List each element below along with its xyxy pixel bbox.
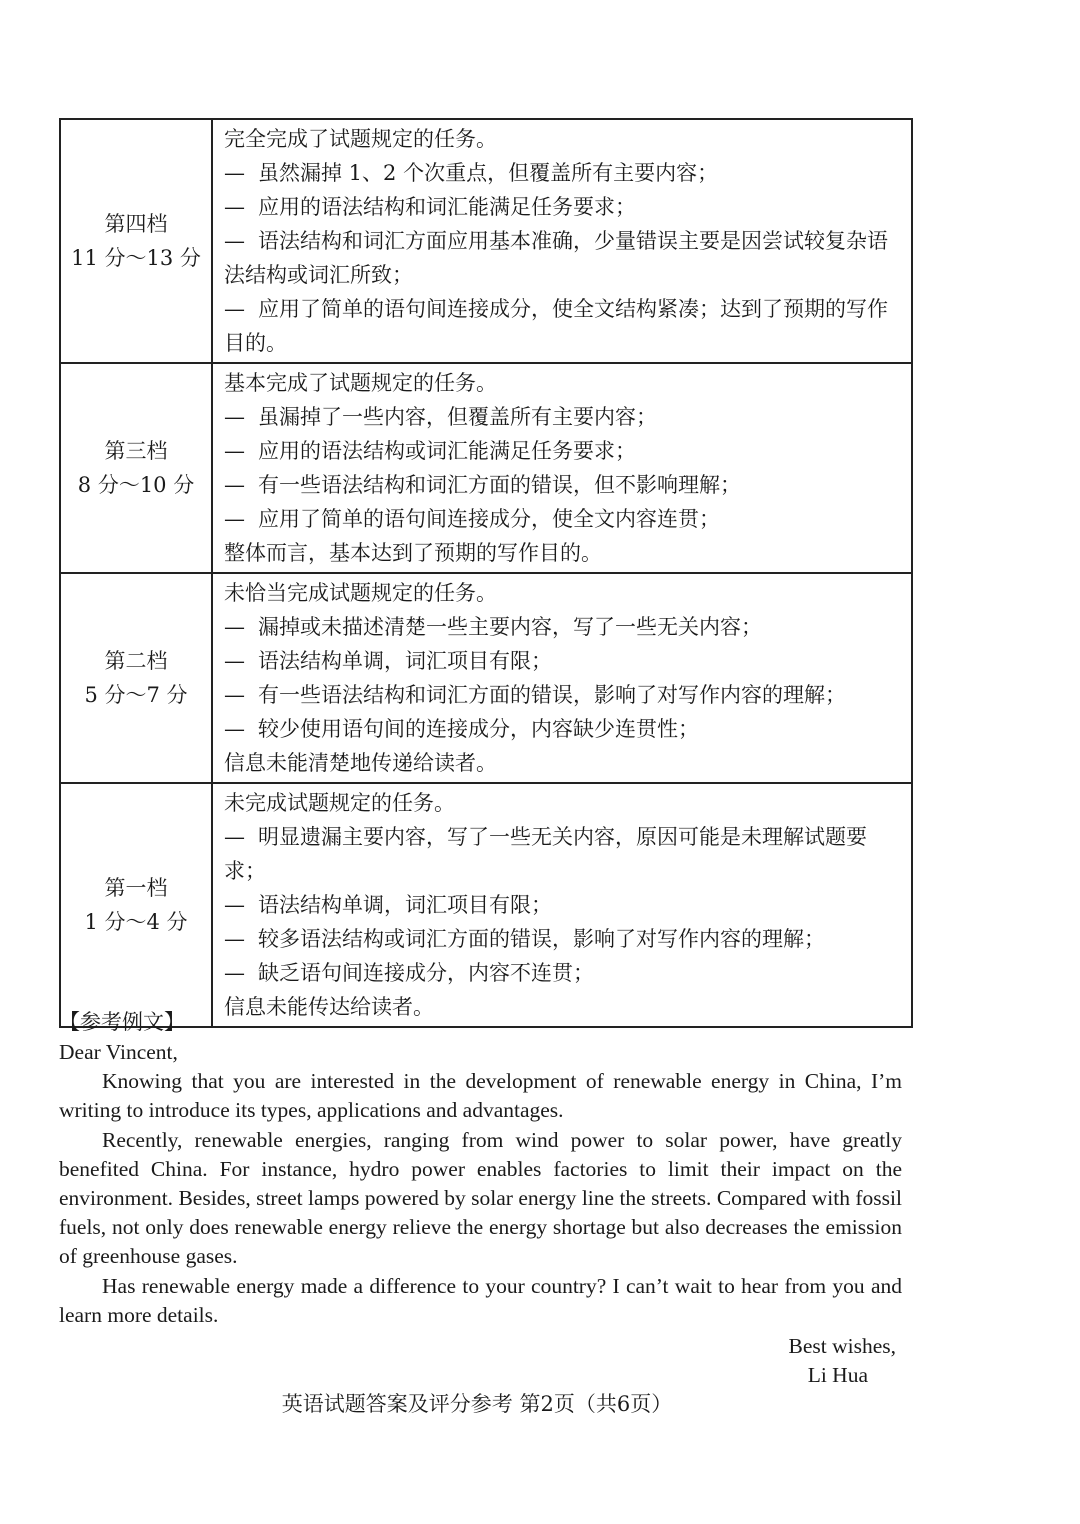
criterion-item	[224, 156, 901, 190]
letter-paragraph: Knowing that you are interested in the development of renewable energy in China, I’m writing to introduce its types, applications and advantages.	[59, 1069, 902, 1123]
criterion-item	[224, 922, 901, 956]
dash-bullet: —	[224, 195, 245, 219]
dash-bullet: —	[224, 161, 245, 185]
score-range: 5 分～7 分	[84, 683, 188, 707]
criterion-summary	[224, 122, 901, 156]
criterion-item	[224, 610, 901, 644]
criterion-text: 较少使用语句间的连接成分，内容缺少连贯性；	[258, 717, 699, 741]
criterion-summary	[224, 366, 901, 400]
criterion-item	[224, 956, 901, 990]
criterion-text: 未恰当完成试题规定的任务。	[224, 581, 497, 605]
criterion-text: 应用了简单的语句间连接成分，使全文结构紧凑；达到了预期的写作目的。	[224, 297, 888, 355]
criterion-text: 完全完成了试题规定的任务。	[224, 127, 497, 151]
grade-label: 第四档	[104, 212, 168, 236]
criterion-summary	[224, 990, 901, 1024]
rubric-row	[60, 119, 912, 363]
dash-bullet: —	[224, 893, 245, 917]
criterion-text: 信息未能传达给读者。	[224, 995, 434, 1019]
criterion-summary	[224, 786, 901, 820]
grade-label: 第三档	[104, 439, 168, 463]
criterion-item	[224, 712, 901, 746]
criteria-cell	[212, 573, 912, 783]
letter-paragraph: Recently, renewable energies, ranging from wind power to solar power, have greatly benefited China. For instance, hydro power enables factories to limit their impact on the environment. Besides, street lamps powered by solar energy line the streets. Compared with fossil fuels, not only does renewable energy relieve the energy shortage but also decreases the emission of greenhouse gases.	[59, 1127, 902, 1269]
grade-cell	[60, 119, 212, 363]
dash-bullet: —	[224, 825, 245, 849]
criterion-text: 虽漏掉了一些内容，但覆盖所有主要内容；	[258, 405, 657, 429]
rubric-row	[60, 363, 912, 573]
criterion-text: 未完成试题规定的任务。	[224, 791, 455, 815]
criterion-text: 基本完成了试题规定的任务。	[224, 371, 497, 395]
score-range: 11 分～13 分	[71, 246, 201, 270]
dash-bullet: —	[224, 683, 245, 707]
letter-signature: Li Hua	[807, 1363, 868, 1387]
criterion-item	[224, 888, 901, 922]
criterion-text: 虽然漏掉 1、2 个次重点，但覆盖所有主要内容；	[258, 161, 719, 185]
criterion-text: 有一些语法结构和词汇方面的错误，但不影响理解；	[258, 473, 741, 497]
dash-bullet: —	[224, 297, 245, 321]
criterion-text: 有一些语法结构和词汇方面的错误，影响了对写作内容的理解；	[258, 683, 846, 707]
letter-salutation: Dear Vincent,	[59, 1040, 178, 1064]
criterion-summary	[224, 746, 901, 780]
scoring-rubric-table	[59, 118, 913, 1028]
rubric-row	[60, 783, 912, 1027]
dash-bullet: —	[224, 961, 245, 985]
criterion-item	[224, 644, 901, 678]
dash-bullet: —	[224, 405, 245, 429]
criterion-item	[224, 224, 901, 292]
criterion-text: 应用了简单的语句间连接成分，使全文内容连贯；	[258, 507, 720, 531]
criterion-item	[224, 292, 901, 360]
criterion-item	[224, 820, 901, 888]
letter-closing: Best wishes,	[788, 1334, 896, 1358]
dash-bullet: —	[224, 473, 245, 497]
criterion-text: 语法结构单调，词汇项目有限；	[258, 649, 552, 673]
criterion-text: 明显遗漏主要内容，写了一些无关内容，原因可能是未理解试题要求；	[224, 825, 867, 883]
criterion-summary	[224, 536, 901, 570]
sample-essay-heading: 【参考例文】	[59, 1010, 185, 1034]
criteria-cell	[212, 783, 912, 1027]
criterion-text: 语法结构单调，词汇项目有限；	[258, 893, 552, 917]
criterion-item	[224, 190, 901, 224]
criterion-text: 语法结构和词汇方面应用基本准确，少量错误主要是因尝试较复杂语法结构或词汇所致；	[224, 229, 888, 287]
criterion-text: 缺乏语句间连接成分，内容不连贯；	[258, 961, 594, 985]
criteria-cell	[212, 119, 912, 363]
criterion-text: 整体而言，基本达到了预期的写作目的。	[224, 541, 602, 565]
criterion-text: 应用的语法结构或词汇能满足任务要求；	[258, 439, 636, 463]
criterion-text: 较多语法结构或词汇方面的错误，影响了对写作内容的理解；	[258, 927, 825, 951]
criterion-text: 漏掉或未描述清楚一些主要内容，写了一些无关内容；	[258, 615, 762, 639]
letter-paragraph: Has renewable energy made a difference to your country? I can’t wait to hear from you and learn more details.	[59, 1273, 902, 1327]
dash-bullet: —	[224, 717, 245, 741]
score-range: 1 分～4 分	[84, 910, 188, 934]
dash-bullet: —	[224, 507, 245, 531]
criterion-summary	[224, 576, 901, 610]
criterion-text: 信息未能清楚地传递给读者。	[224, 751, 497, 775]
criterion-item	[224, 434, 901, 468]
grade-label: 第二档	[104, 649, 168, 673]
grade-cell	[60, 573, 212, 783]
grade-label: 第一档	[104, 876, 168, 900]
grade-cell	[60, 783, 212, 1027]
rubric-row	[60, 573, 912, 783]
sample-letter	[59, 1038, 902, 1330]
criterion-item	[224, 502, 901, 536]
criteria-cell	[212, 363, 912, 573]
dash-bullet: —	[224, 615, 245, 639]
grade-cell	[60, 363, 212, 573]
dash-bullet: —	[224, 649, 245, 673]
page-footer: 英语试题答案及评分参考 第2页（共6页）	[281, 1392, 673, 1416]
letter-closing-block	[700, 1332, 896, 1390]
dash-bullet: —	[224, 927, 245, 951]
criterion-item	[224, 468, 901, 502]
criterion-item	[224, 678, 901, 712]
criterion-item	[224, 400, 901, 434]
dash-bullet: —	[224, 229, 245, 253]
score-range: 8 分～10 分	[77, 473, 195, 497]
criterion-text: 应用的语法结构和词汇能满足任务要求；	[258, 195, 636, 219]
dash-bullet: —	[224, 439, 245, 463]
